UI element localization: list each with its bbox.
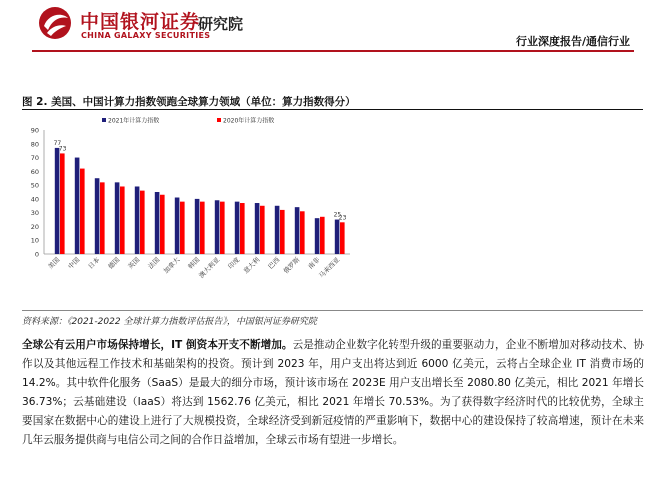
x-tick-label: 日本: [86, 255, 102, 271]
y-tick-label: 0: [34, 250, 39, 259]
body-text: 云是推动企业数字化转型升级的重要驱动力，企业不断增加对移动技术、协作以及其他远程工作技术和基础架构的投资。预计到 2023 年，用户支出将达到近 6000 亿美元，云将占全球企业 IT 消费市场的 14.2%。其中软件化服务（SaaS）是最大的细分市场，预计该市场在 2023E 用户支出增长至 2080.80 亿美元，相比 2021 年增长 36.73%；云基础建设（IaaS）将达到 1562.76 亿美元，相比 2021 年增长 70.53%。为了获得数字经济时代的比较优势，全球主要国家在数据中心的建设上进行了大规模投资，全球经济受到新冠疫情的严重影响下，数据中心的建设保持了较高增速，预计在未来几年云服务提供商与电信公司之间的合作日益增加，全球云市场有望进一步增长。: [22, 339, 645, 446]
legend-swatch: [102, 118, 106, 122]
x-tick-label: 韩国: [186, 255, 202, 271]
x-tick-label: 巴西: [266, 255, 282, 271]
bar: [340, 222, 345, 254]
bar: [135, 186, 140, 254]
bar: [195, 199, 200, 254]
x-tick-label: 马来西亚: [317, 255, 342, 280]
y-tick-label: 80: [30, 140, 39, 149]
y-tick-label: 20: [30, 222, 39, 231]
bar: [100, 182, 105, 254]
data-label: 25: [333, 211, 342, 219]
bar: [240, 203, 245, 254]
bar-chart: [22, 112, 352, 308]
logo-chinese-name: 中国银河证券: [80, 11, 201, 33]
bar: [120, 186, 125, 254]
data-label: 73: [58, 145, 67, 153]
y-tick-label: 50: [30, 181, 39, 190]
x-tick-label: 意大利: [241, 255, 262, 276]
bar: [300, 211, 305, 254]
bar: [160, 195, 165, 254]
bar: [220, 202, 225, 254]
galaxy-logo-icon: [38, 6, 72, 40]
bar: [155, 192, 160, 254]
body-paragraph: [22, 336, 644, 450]
bar: [260, 206, 265, 254]
bar: [255, 203, 260, 254]
x-tick-label: 中国: [66, 255, 82, 271]
legend-label: 2020年计算力指数: [223, 117, 275, 125]
bar: [115, 182, 120, 254]
bar: [295, 207, 300, 254]
y-tick-label: 90: [30, 126, 39, 135]
legend-label: 2021年计算力指数: [108, 117, 160, 125]
bar: [320, 217, 325, 254]
bar: [235, 202, 240, 254]
bar: [315, 218, 320, 254]
logo-english-name: CHINA GALAXY SECURITIES: [81, 31, 211, 40]
source-divider: [22, 310, 643, 311]
bar: [280, 210, 285, 254]
bar: [275, 206, 280, 254]
x-tick-label: 美国: [46, 255, 62, 271]
body-lead: 全球公有云用户市场保持增长，IT 倒资本开支不断增加。: [22, 339, 293, 351]
bar: [55, 148, 60, 254]
x-tick-label: 加拿大: [161, 255, 182, 276]
bar: [95, 178, 100, 254]
x-tick-label: 南非: [306, 255, 322, 271]
bar: [215, 200, 220, 254]
page-header: [0, 0, 666, 50]
bar: [60, 153, 65, 254]
y-tick-label: 60: [30, 167, 39, 176]
bar: [200, 202, 205, 254]
figure-title: 图 2. 美国、中国计算力指数领跑全球算力领域（单位：算力指数得分）: [22, 96, 356, 108]
x-tick-label: 德国: [106, 255, 122, 271]
x-tick-label: 澳大利亚: [197, 255, 222, 280]
bar: [80, 169, 85, 254]
x-tick-label: 印度: [226, 255, 242, 271]
bar: [175, 198, 180, 254]
y-tick-label: 40: [30, 195, 39, 204]
bar: [140, 191, 145, 254]
data-label: 23: [338, 214, 347, 222]
report-type-label: 行业深度报告/通信行业: [515, 35, 630, 48]
x-tick-label: 法国: [146, 255, 162, 271]
figure-title-divider: [22, 109, 643, 110]
header-divider: [32, 50, 634, 52]
data-label: 77: [53, 139, 62, 147]
legend-swatch: [217, 118, 221, 122]
y-tick-label: 10: [30, 236, 39, 245]
institute-label: 研究院: [198, 15, 244, 33]
x-tick-label: 俄罗斯: [281, 255, 302, 276]
bar: [335, 220, 340, 254]
figure-source: 资料来源：《2021-2022 全球计算力指数评估报告》，中国银河证券研究院: [22, 317, 317, 327]
y-tick-label: 30: [30, 209, 39, 218]
bar: [180, 202, 185, 254]
y-tick-label: 70: [30, 154, 39, 163]
bar: [75, 158, 80, 254]
x-tick-label: 英国: [126, 255, 142, 271]
